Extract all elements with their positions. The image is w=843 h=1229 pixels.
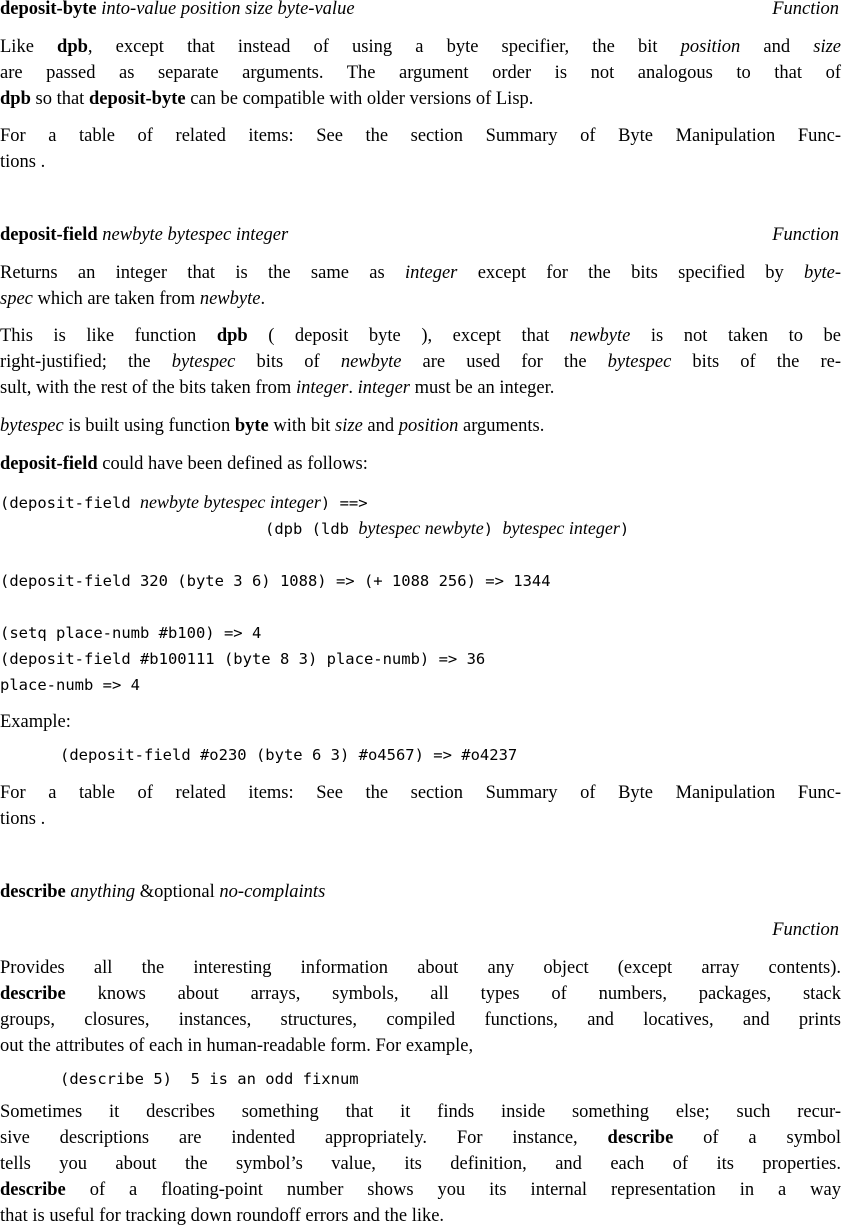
- paragraph-line: sive descriptions are indented appropriately. For instance, describe of a symbol: [0, 1128, 841, 1148]
- code-line: (deposit-field #b100111 (byte 8 3) place-numb) => 36: [0, 650, 486, 668]
- paragraph-line: right-justified; the bytespec bits of newbyte are used for the bytespec bits of the re-: [0, 352, 842, 372]
- function-args: no-complaints: [219, 882, 326, 902]
- function-args: newbyte bytespec integer: [102, 225, 289, 245]
- paragraph-line: deposit-field could have been defined as follows:: [0, 454, 368, 474]
- function-name: deposit-byte: [0, 0, 97, 19]
- paragraph-line: Like dpb, except that instead of using a byte specifier, the bit position and size: [0, 37, 841, 57]
- code-line: (dpb (ldb bytespec newbyte) bytespec integer): [265, 518, 630, 538]
- entry-header-deposit-field: [0, 222, 841, 248]
- paragraph-line: describe knows about arrays, symbols, all types of numbers, packages, stack: [0, 984, 841, 1004]
- entry-header-describe: [0, 879, 841, 905]
- paragraph-line: dpb so that deposit-byte can be compatible with older versions of Lisp.: [0, 89, 534, 109]
- example-label: Example:: [0, 712, 71, 732]
- function-args: into-value position size byte-value: [101, 0, 355, 19]
- entry-kind: Function: [772, 920, 839, 940]
- related-items-line: For a table of related items: See the section Summary of Byte Manipulation Func-: [0, 126, 841, 146]
- paragraph-line: groups, closures, instances, structures, compiled functions, and locatives, and prints: [0, 1010, 841, 1030]
- paragraph-line: sult, with the rest of the bits taken from integer. integer must be an integer.: [0, 378, 555, 398]
- paragraph-line: This is like function dpb ( deposit byte ), except that newbyte is not taken to be: [0, 326, 841, 346]
- function-name: deposit-field: [0, 225, 98, 245]
- paragraph-line: spec which are taken from newbyte.: [0, 289, 266, 309]
- example-code: (deposit-field #o230 (byte 6 3) #o4567) => #o4237: [60, 746, 518, 764]
- entry-kind: Function: [772, 0, 839, 19]
- lambda-keyword: &optional: [135, 882, 220, 902]
- code-line: (deposit-field newbyte bytespec integer) ==>: [0, 492, 368, 512]
- function-name: describe: [0, 882, 66, 902]
- paragraph-line: Provides all the interesting information about any object (except array contents).: [0, 958, 841, 978]
- paragraph-line: tells you about the symbol’s value, its definition, and each of its properties.: [0, 1154, 841, 1174]
- paragraph-line: Sometimes it describes something that it finds inside something else; such recur-: [0, 1102, 841, 1122]
- paragraph-line: Returns an integer that is the same as integer except for the bits specified by byte-: [0, 263, 842, 283]
- related-items-line: tions .: [0, 152, 46, 172]
- paragraph-line: that is useful for tracking down roundoff errors and the like.: [0, 1206, 445, 1226]
- code-line: place-numb => 4: [0, 676, 140, 694]
- paragraph-line: are passed as separate arguments. The argument order is not analogous to that of: [0, 63, 841, 83]
- code-line: (deposit-field 320 (byte 3 6) 1088) => (+ 1088 256) => 1344: [0, 572, 551, 590]
- entry-header-deposit-byte: [0, 0, 841, 22]
- function-args: anything: [70, 882, 136, 902]
- code-line: (setq place-numb #b100) => 4: [0, 624, 262, 642]
- related-items-line: tions .: [0, 809, 46, 829]
- entry-kind: Function: [772, 225, 839, 245]
- example-code: (describe 5) 5 is an odd fixnum: [60, 1070, 359, 1088]
- related-items-line: For a table of related items: See the section Summary of Byte Manipulation Func-: [0, 783, 841, 803]
- paragraph-line: bytespec is built using function byte with bit size and position arguments.: [0, 416, 545, 436]
- paragraph-line: describe of a floating-point number shows you its internal representation in a way: [0, 1180, 841, 1200]
- paragraph-line: out the attributes of each in human-readable form. For example,: [0, 1036, 474, 1056]
